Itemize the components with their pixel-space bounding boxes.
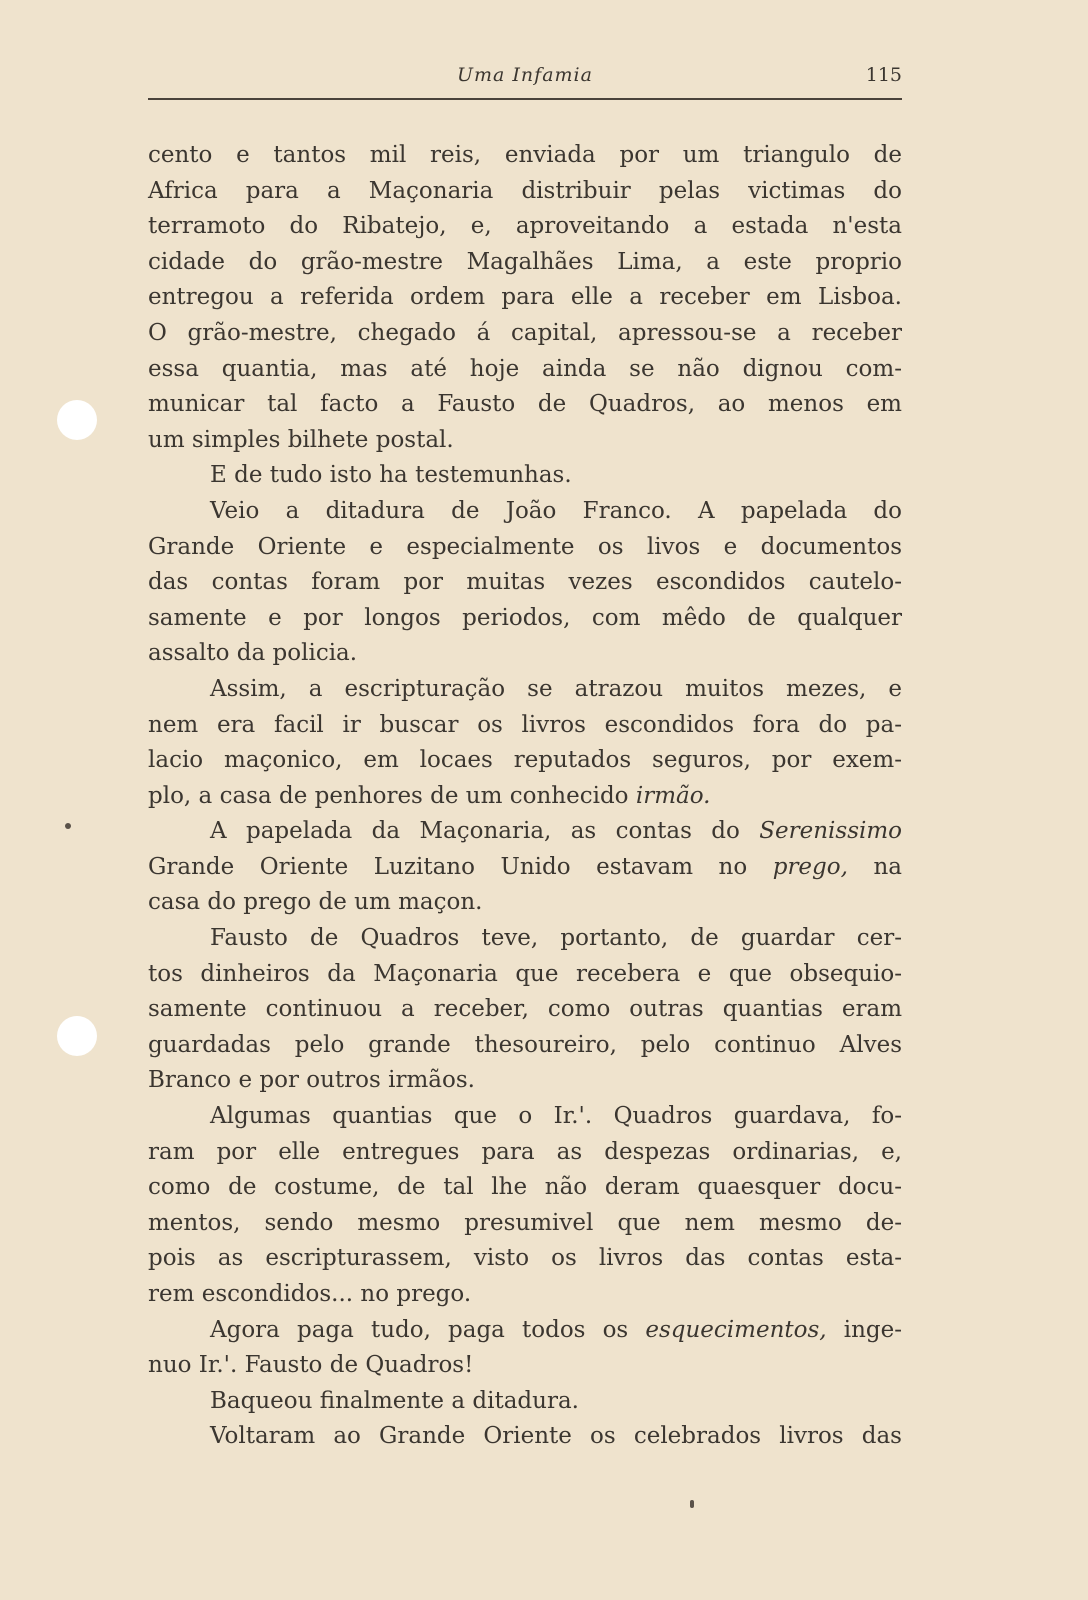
text-line [148,672,902,708]
italic-word: prego, [772,853,848,880]
punch-hole-top [57,400,97,440]
line-text: A papelada da Maçonaria, as contas do [210,818,740,845]
body-text [148,138,902,1455]
text-line [148,352,902,388]
text-line [148,1170,902,1206]
margin-speck [690,1500,694,1508]
line-text: nuo Ir.'. Fausto de Quadros! [148,1352,474,1379]
line-text: municar tal facto a Fausto de Quadros, ao menos em [148,391,902,418]
text-line [148,743,902,779]
text-line [148,530,902,566]
text-line [148,957,902,993]
line-text: cento e tantos mil reis, enviada por um triangulo de [148,142,902,168]
line-text: nem era facil ir buscar os livros escondidos fora do pa- [148,711,902,738]
line-text: Baqueou finalmente a ditadura. [210,1387,579,1414]
text-line [148,814,902,850]
line-text: terramoto do Ribatejo, e, aproveitando a estada n'esta [148,213,902,240]
text-line [148,316,902,352]
text-line [148,1419,902,1455]
text-line [148,387,902,423]
line-text: mentos, sendo mesmo presumivel que nem mesmo de- [148,1209,902,1236]
running-head [148,58,902,94]
line-text: ram por elle entregues para as despezas ordinarias, e, [148,1138,902,1165]
line-text: como de costume, de tal lhe não deram quaesquer docu- [148,1174,902,1201]
text-line [148,245,902,281]
line-text: Africa para a Maçonaria distribuir pelas victimas do [148,177,902,204]
text-line [148,779,902,815]
text-line [148,1313,902,1349]
line-text: Grande Oriente Luzitano Unido estavam no [148,853,748,880]
line-text: samente continuou a receber, como outras quantias eram [148,996,902,1023]
line-text: das contas foram por muitas vezes escondidos cautelo- [148,569,902,596]
line-text: Algumas quantias que o Ir.'. Quadros guardava, fo- [210,1103,902,1130]
page-number: 115 [865,64,902,86]
line-text: lacio maçonico, em locaes reputados seguros, por exem- [148,747,902,774]
line-text: essa quantia, mas até hoje ainda se não dignou com- [148,355,902,382]
line-text: pois as escripturassem, visto os livros das contas esta- [148,1245,902,1272]
line-text: tos dinheiros da Maçonaria que recebera e que obsequio- [148,960,902,987]
running-title: Uma Infamia [457,64,593,86]
line-text: plo, a casa de penhores de um conhecido [148,782,629,809]
text-line [148,601,902,637]
text-line [148,885,902,921]
line-text: cidade do grão-mestre Magalhães Lima, a este proprio [148,248,902,275]
text-line [148,174,902,210]
line-text: um simples bilhete postal. [148,426,454,453]
line-text: assalto da policia. [148,640,358,667]
text-line [148,1135,902,1171]
line-text-after: na [873,853,902,880]
line-text: Branco e por outros irmãos. [148,1067,475,1094]
text-line [148,1206,902,1242]
margin-speck [65,823,71,829]
line-text: casa do prego de um maçon. [148,889,483,916]
text-line [148,1241,902,1277]
punch-hole-bottom [57,1016,97,1056]
text-line [148,138,902,174]
text-line [148,921,902,957]
line-text: Voltaram ao Grande Oriente os celebrados livros das [210,1423,902,1450]
line-text-after: inge- [843,1316,903,1343]
text-line [148,458,902,494]
line-text: Fausto de Quadros teve, portanto, de guardar cer- [210,925,902,952]
line-text: O grão-mestre, chegado á capital, apressou-se a receber [148,319,902,346]
text-line [148,1348,902,1384]
italic-word: esquecimentos, [645,1316,827,1343]
text-line [148,1384,902,1420]
text-line [148,636,902,672]
line-text: Agora paga tudo, paga todos os [210,1316,629,1343]
line-text: E de tudo isto ha testemunhas. [210,462,572,489]
header-rule [148,98,902,100]
line-text: guardadas pelo grande thesoureiro, pelo continuo Alves [148,1031,902,1058]
line-text: rem escondidos... no prego. [148,1281,472,1307]
text-line [148,1063,902,1099]
text-line [148,565,902,601]
italic-word: irmão. [635,782,711,809]
text-line [148,1028,902,1064]
line-text: Veio a ditadura de João Franco. A papelada do [210,497,902,524]
text-line [148,280,902,316]
text-line [148,209,902,245]
line-text: Grande Oriente e especialmente os livos e documentos [148,533,902,560]
line-text: samente e por longos periodos, com mêdo de qualquer [148,604,902,631]
text-line [148,494,902,530]
text-line [148,1277,902,1313]
text-line [148,1099,902,1135]
text-line [148,992,902,1028]
italic-word: Serenissimo [759,818,903,845]
line-text: Assim, a escripturação se atrazou muitos mezes, e [210,675,902,702]
text-line [148,423,902,459]
text-line [148,850,902,886]
text-line [148,708,902,744]
line-text: entregou a referida ordem para elle a receber em Lisboa. [148,284,902,311]
